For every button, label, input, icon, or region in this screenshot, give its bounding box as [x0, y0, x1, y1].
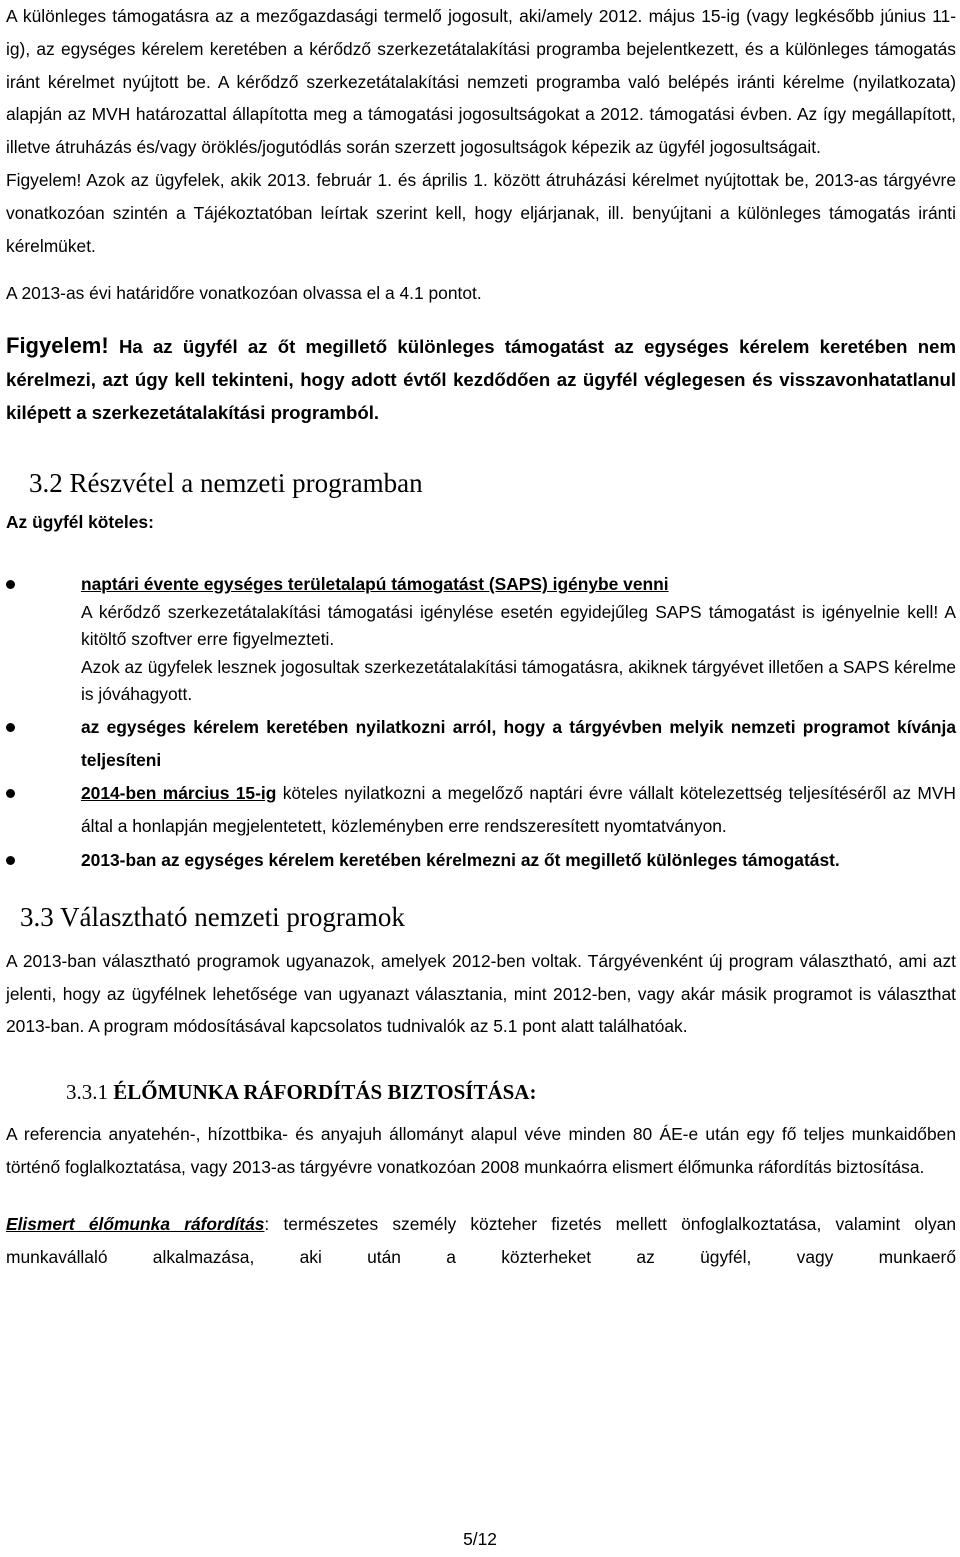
intro-sentence-1: A különleges támogatásra az a mezőgazdasági termelő jogosult, aki/amely 2012. május 15-ig (vagy legkésőbb június 11-ig), az egységes kérelem keretében a kérődző szerkezetátalakítási programba bejelentkezett, és a különleges támogatás iránt kérelmet nyújtott be. [6, 6, 956, 92]
deadline-note: A 2013-as évi határidőre vonatkozóan olvassa el a 4.1 pontot. [6, 283, 482, 304]
intro-sentence-2: A kérődző szerkezetátalakítási nemzeti programba való belépés iránti kérelme (nyilatkozata) alapján az MVH határozattal állapította meg a támogatási jogosultságokat a 2012. támogatási évben. [6, 71, 957, 125]
obligation-saps-title: naptári évente egységes területalapú támogatást (SAPS) igénybe venni [81, 574, 669, 595]
intro-paragraph [6, 0, 956, 164]
definition-term: Elismert élőmunka ráfordítás [6, 1213, 265, 1234]
list-item [6, 844, 956, 877]
bullet-icon [6, 580, 15, 589]
obligation-deadline-lead: 2014-ben március 15-ig [81, 782, 277, 803]
obligation-declare-program: az egységes kérelem keretében nyilatkozni arról, hogy a tárgyévben melyik nemzeti programot kívánja teljesíteni [81, 716, 956, 770]
section-3-2-heading: 3.2 Részvétel a nemzeti programban [29, 468, 423, 499]
warning-paragraph [6, 329, 956, 429]
list-item [6, 571, 956, 709]
obligations-intro: Az ügyfél köteles: [6, 512, 154, 533]
note-part-2: között átruházási kérelmet nyújtottak be, 2013-as tárgyévre vonatkozóan szintén a Tájékoztatóban leírtak szerint kell, hogy eljárjanak, ill. benyújtani a különleges támogatás iránti kérelmüket. [6, 169, 956, 256]
obligations-list [6, 571, 956, 877]
warning-label: Figyelem! [6, 333, 109, 359]
obligation-saps-line1: A kérődző szerkezetátalakítási támogatási igénylése esetén egyidejűleg SAPS támogatást is igényelnie kell! A kitöltő szoftver erre figyelmezteti. [81, 601, 956, 650]
intro-sentence-3: Az így megállapított, illetve átruházás és/vagy öröklés/jogutódlás során szerzett jogosultságok képezik az ügyfél jogosultságait. [6, 104, 957, 158]
section-3-3-1-heading [6, 1077, 956, 1107]
page-number: 5/12 [463, 1529, 497, 1549]
bullet-icon [6, 723, 15, 732]
obligation-deadline-text: köteles nyilatkozni a megelőző naptári évre vállalt kötelezettség teljesítéséről az MVH által a honlapján megjelentetett, közleményben erre rendszeresített nyomtatványon. [81, 782, 956, 837]
bullet-icon [6, 856, 15, 865]
obligation-request-support: 2013-ban az egységes kérelem keretében kérelmezni az őt megillető különleges támogatást. [81, 849, 840, 870]
section-3-3-1-number: 3.3.1 [66, 1080, 108, 1105]
definition-paragraph [6, 1208, 956, 1274]
bullet-icon [6, 789, 15, 798]
note-part-1: Figyelem! Azok az ügyfelek, akik 2013. február 1. és április 1. [6, 169, 488, 190]
note-paragraph [6, 164, 956, 262]
definition-text: : természetes személy közteher fizetés mellett önfoglalkoztatása, valamint olyan munkavállaló alkalmazása, aki után a közterheket az ügyfél, vagy munkaerő [6, 1213, 957, 1267]
section-3-3-text: A 2013-ban választható programok ugyanazok, amelyek 2012-ben voltak. Tárgyévenként új program választható, ami azt jelenti, hogy az ügyfélnek lehetősége van ugyanazt választania, mint 2012-ben, vagy akár másik programot is választhat 2013-ban. A program módosításával kapcsolatos tudnivalók az 5.1 pont alatt találhatóak. [6, 950, 956, 1037]
section-3-3-1-title: ÉLŐMUNKA RÁFORDÍTÁS BIZTOSÍTÁSA: [113, 1080, 537, 1105]
obligation-saps-line2: Azok az ügyfelek lesznek jogosultak szerkezetátalakítási támogatásra, akiknek tárgyévet illetően a SAPS kérelme is jóváhagyott. [81, 656, 956, 705]
section-3-3-heading: 3.3 Választható nemzeti programok [20, 901, 405, 932]
list-item [6, 711, 956, 777]
list-item [6, 777, 956, 844]
warning-text: Ha az ügyfél az őt megillető különleges támogatást az egységes kérelem keretében nem kérelmezi, azt úgy kell tekinteni, hogy adott évtől kezdődően az ügyfél véglegesen és visszavonhatatlanul kilépett a szerkezetátalakítási programból. [6, 336, 956, 424]
section-3-3-1-text: A referencia anyatehén-, hízottbika- és anyajuh állományt alapul véve minden 80 ÁE-e után egy fő teljes munkaidőben történő foglalkoztatása, vagy 2013-as tárgyévre vonatkozóan 2008 munkaórra elismert élőmunka ráfordítás biztosítása. [6, 1124, 956, 1178]
document-page [6, 0, 956, 1273]
